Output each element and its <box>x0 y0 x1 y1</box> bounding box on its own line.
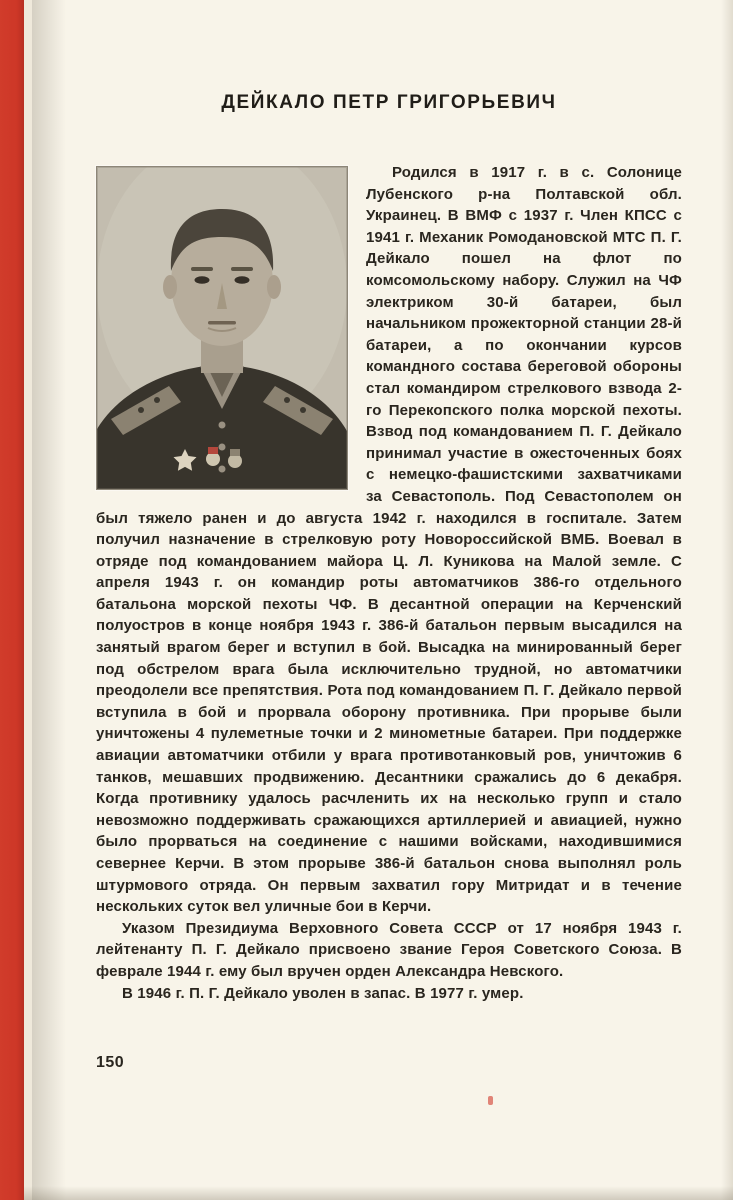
biography-text <box>96 162 682 1004</box>
portrait-photo <box>96 166 348 490</box>
page-content <box>96 0 682 1004</box>
book-spine <box>0 0 24 1200</box>
page-number: 150 <box>96 1054 125 1071</box>
page-title: ДЕЙКАЛО ПЕТР ГРИГОРЬЕВИЧ <box>221 92 557 113</box>
page-bottom-shadow <box>24 1186 733 1200</box>
page-gutter <box>24 0 32 1200</box>
print-artifact <box>488 1096 493 1105</box>
biography-paragraph: В 1946 г. П. Г. Дейкало уволен в запас. В 1977 г. умер. <box>122 984 524 1002</box>
portrait-photo-image <box>97 167 347 489</box>
biography-paragraph: Родился в 1917 г. в с. Солонице Лубенского р-на Полтавской обл. Украинец. В ВМФ с 1937 г. Член КПСС с 1941 г. Механик Ромодановской МТС П. Г. Дейкало пошел на флот по комсомольскому набору. Служил на ЧФ электриком 30-й батареи, был начальником прожекторной станции 28-й батареи, а по окончании курсов командного состава береговой обороны стал командиром стрелкового взвода 2-го Перекопского полка морской пехоты. Взвод под командованием П. Г. Дейкало принимал участие в ожесточенных боях с немецко-фашистскими захватчиками за Севастополь. Под Севастополем он был тяжело ранен и до августа 1942 г. находился в госпитале. Затем получил назначение в стрелковую роту Новороссийской ВМБ. Воевал в отряде под командованием майора Ц. Л. Куникова на Малой земле. С апреля 1943 г. он командир роты автоматчиков 386-го отдельного батальона морской пехоты ЧФ. В десантной операции на Керченский полуостров в конце ноября 1943 г. 386-й батальон первым высадился на занятый врагом берег и вступил в бой. Высадка на минированный берег под обстрелом врага была исключительно трудной, но автоматчики преодолели все препятствия. Рота под командованием П. Г. Дейкало первой вступила в бой и прорвала оборону противника. При прорыве были уничтожены 4 пулеметные точки и 2 минометные батареи. При поддержке авиации автоматчики отбили у врага противотанковый ров, уничтожив 6 танков, мешавших продвижению. Десантники сражались до 6 декабря. Когда противнику удалось расчленить их на несколько групп и стало невозможно поддерживать сражающихся артиллерией и авиацией, нужно было прорваться на соединение с нашими войсками, находившимися севернее Керчи. В этом прорыве 386-й батальон снова выполнял роль штурмового отряда. Он первым захватил гору Митридат и в течение нескольких суток вел уличные бои в Керчи. <box>96 164 682 916</box>
biography-paragraph: Указом Президиума Верховного Совета СССР от 17 ноября 1943 г. лейтенанту П. Г. Дейкало присвоено звание Героя Советского Союза. В феврале 1944 г. ему был вручен орден Александра Невского. <box>96 919 682 980</box>
page-edge-shadow <box>32 0 66 1200</box>
page-right-shadow <box>721 0 733 1200</box>
